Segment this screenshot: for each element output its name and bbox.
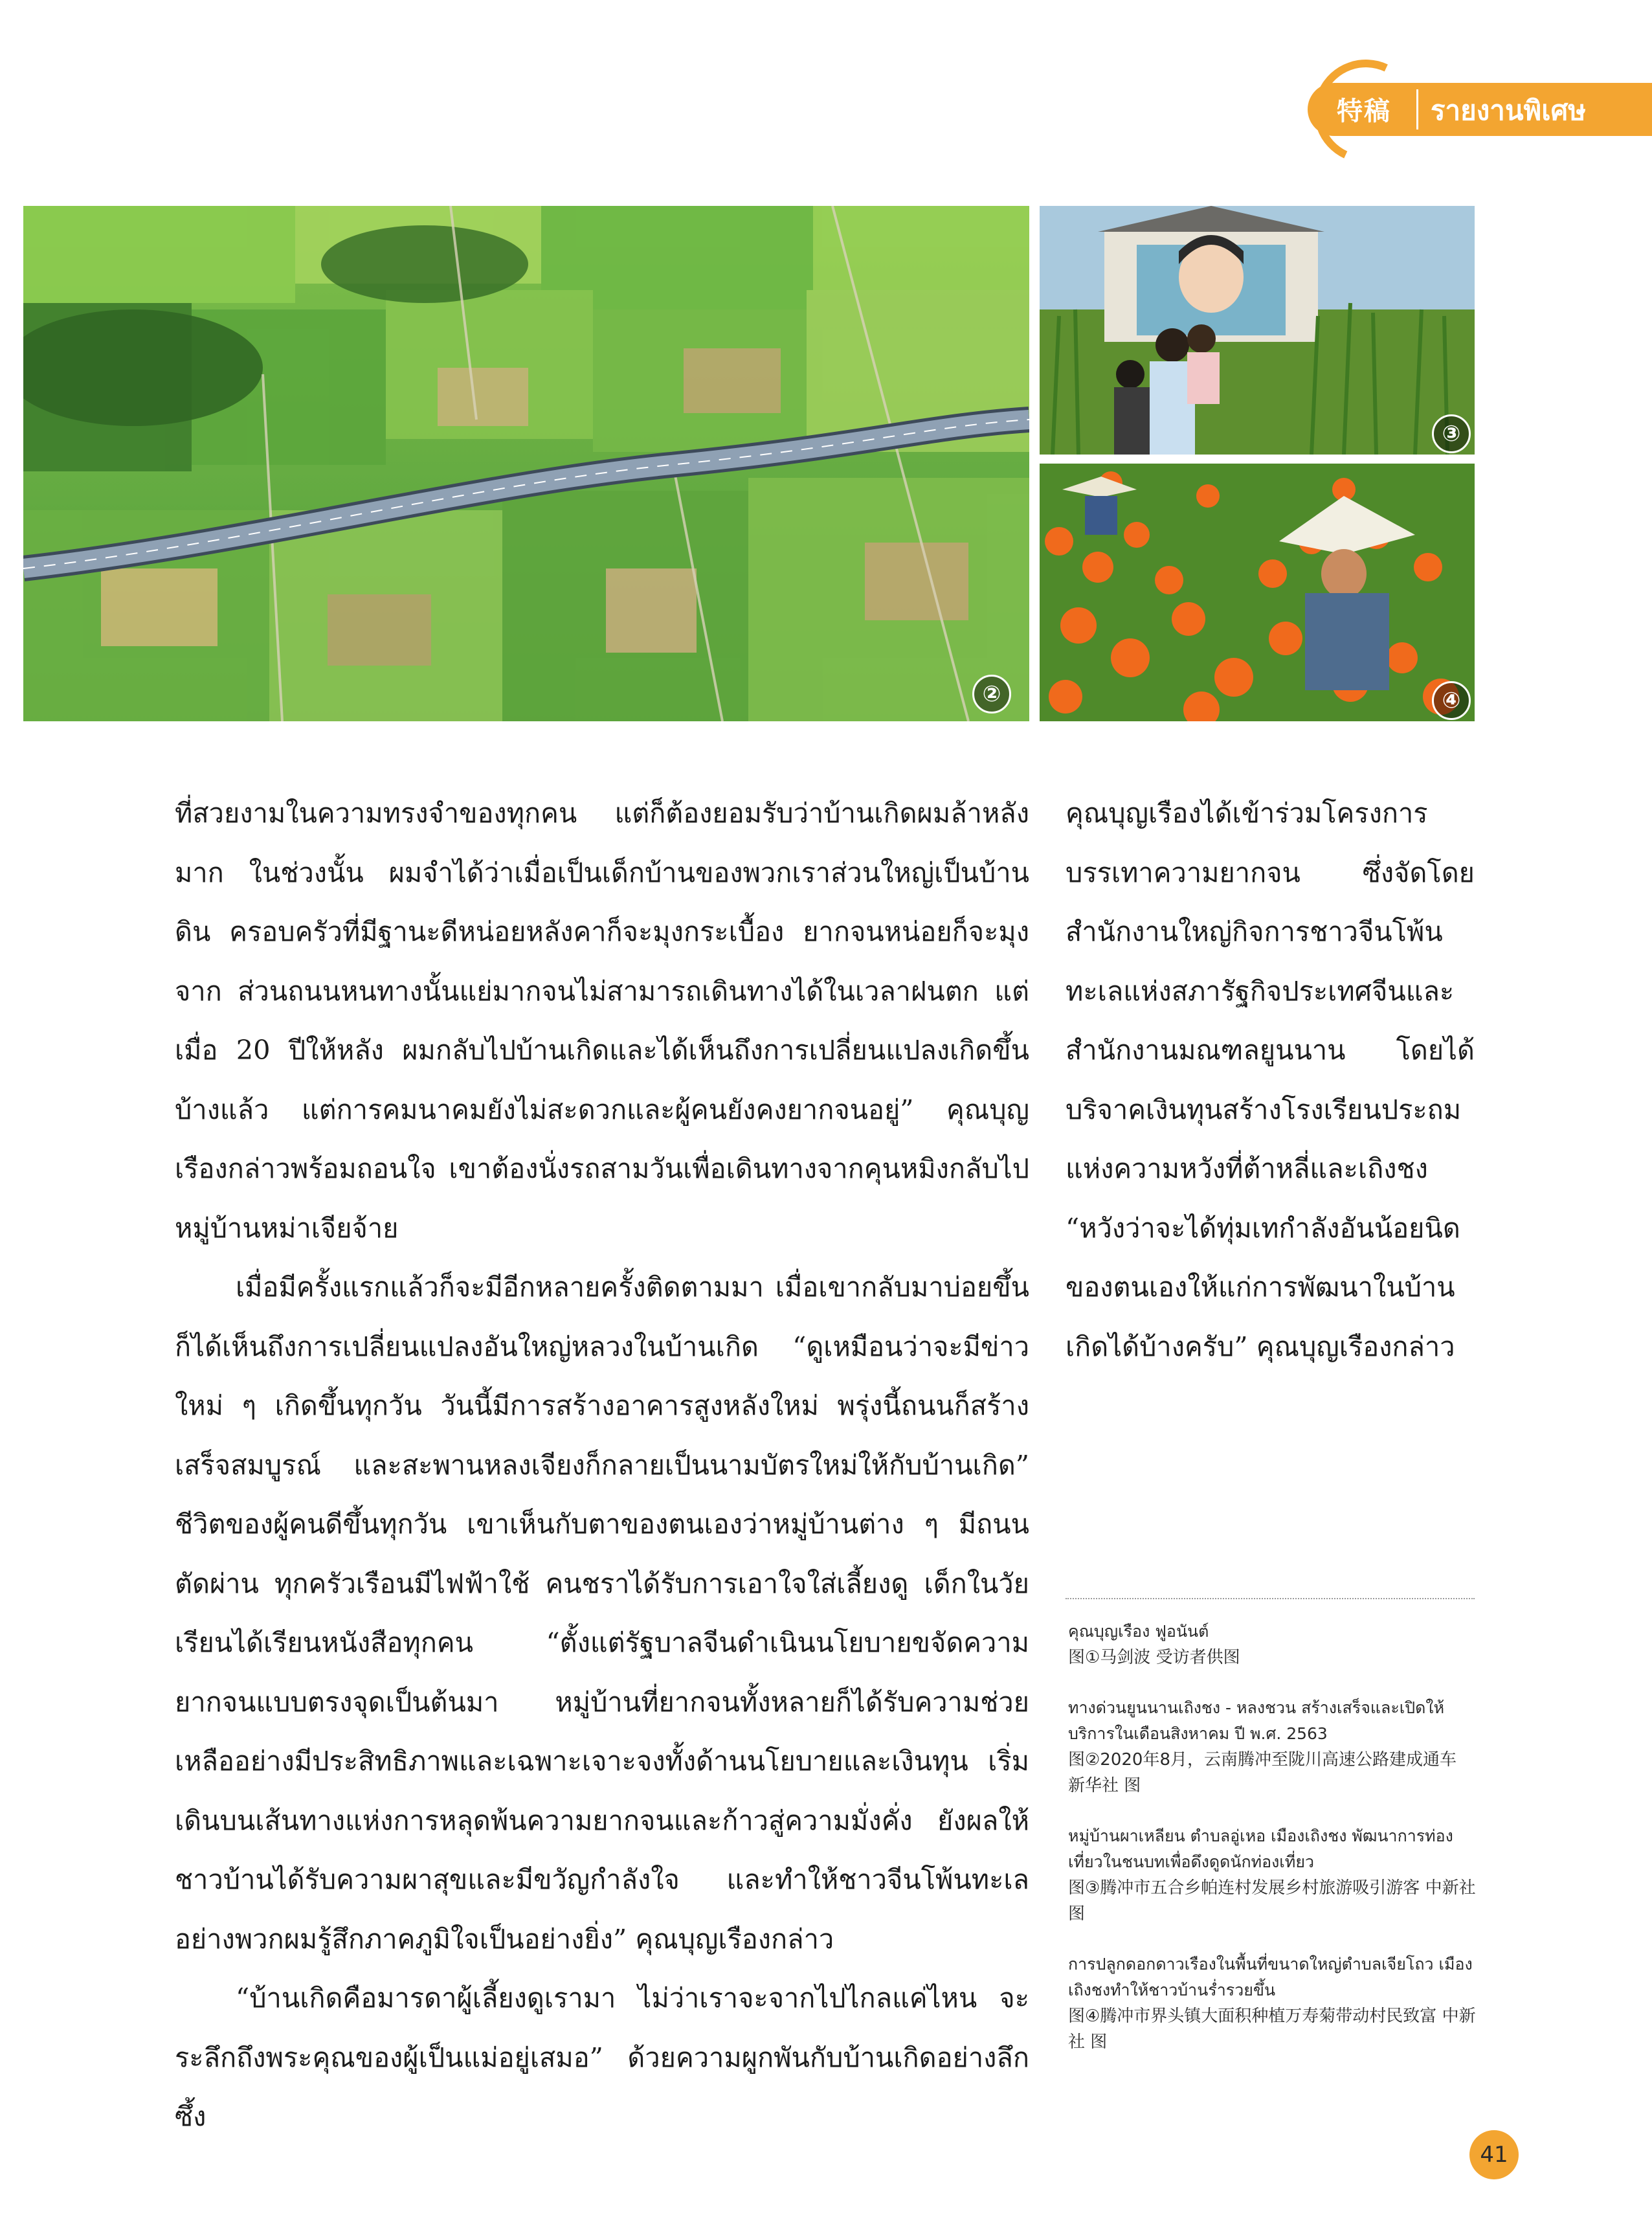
photo-number-4: ④ (1432, 681, 1471, 720)
side-paragraph: คุณบุญเรืองได้เข้าร่วมโครงการบรรเทาความยากจน ซึ่งจัดโดยสำนักงานใหญ่กิจการชาวจีนโพ้นทะเลแห่งสภารัฐกิจประเทศจีนและสำนักงานมณฑลยูนนาน โดยได้บริจาคเงินทุนสร้างโรงเรียนประถมแห่งความหวังที่ต้าหลี่และเถิงชง “หวังว่าจะได้ทุ่มเทกำลังอันน้อยนิดของตนเองให้แก่การพัฒนาในบ้านเกิดได้บ้างครับ” คุณบุญเรืองกล่าว (1066, 797, 1475, 1362)
mural-village-illustration (1040, 206, 1475, 455)
paragraph-1: ที่สวยงามในความทรงจำของทุกคน แต่ก็ต้องยอมรับว่าบ้านเกิดผมล้าหลังมาก ในช่วงนั้น ผมจำได้ว่าเมื่อเป็นเด็กบ้านของพวกเราส่วนใหญ่เป็นบ้านดิน ครอบครัวที่มีฐานะดีหน่อยหลังคาก็จะมุงกระเบื้อง ยากจนหน่อยก็จะมุงจาก ส่วนถนนหนทางนั้นแย่มากจนไม่สามารถเดินทางได้ในเวลาฝนตก แต่เมื่อ 20 ปีให้หลัง ผมกลับไปบ้านเกิดและได้เห็นถึงการเปลี่ยนแปลงเกิดขึ้นบ้างแล้ว แต่การคมนาคมยังไม่สะดวกและผู้คนยังคงยากจนอยู่” คุณบุญเรืองกล่าวพร้อมถอนใจ เขาต้องนั่งรถสามวันเพื่อเดินทางจากคุนหมิงกลับไปหมู่บ้านหม่าเจียจ้าย (175, 797, 1029, 1244)
caption-4-th: การปลูกดอกดาวเรืองในพื้นที่ขนาดใหญ่ตำบลเจียโถว เมืองเถิงชงทำให้ชาวบ้านร่ำรวยขึ้น (1068, 1955, 1473, 1999)
aerial-highway-illustration (23, 206, 1029, 721)
photo-number-3: ③ (1432, 414, 1471, 453)
page-number: 41 (1469, 2130, 1519, 2179)
caption-divider (1066, 1598, 1475, 1599)
caption-4-zh: 图④腾冲市界头镇大面积种植万寿菊带动村民致富 中新社 图 (1068, 2007, 1476, 2052)
caption-3-zh: 图③腾冲市五合乡帕连村发展乡村旅游吸引游客 中新社 图 (1068, 1878, 1476, 1924)
caption-1-th: คุณบุญเรือง ฟูอนันต์ (1068, 1622, 1209, 1641)
article-main-column (175, 783, 1029, 2146)
caption-4 (1068, 1951, 1476, 2055)
photo-aerial-highway (23, 206, 1029, 721)
photo-mural-village (1040, 206, 1475, 455)
marigold-farmers-illustration (1040, 464, 1475, 721)
caption-2-zh: 图②2020年8月，云南腾冲至陇川高速公路建成通车 新华社 图 (1068, 1750, 1457, 1795)
photo-captions (1068, 1619, 1476, 2080)
section-title-th: รายงานพิเศษ (1431, 95, 1586, 126)
article-side-column (1066, 783, 1475, 1376)
caption-3-th: หมู่บ้านผาเหลียน ตำบลอู่เหอ เมืองเถิงชง พัฒนาการท่องเที่ยวในชนบทเพื่อดึงดูดนักท่องเที่ยว (1068, 1827, 1453, 1871)
caption-2-th: ทางด่วนยูนนานเถิงชง - หลงชวน สร้างเสร็จและเปิดให้บริการในเดือนสิงหาคม ปี พ.ศ. 2563 (1068, 1698, 1445, 1743)
section-title-zh: 特稿 (1337, 96, 1391, 126)
caption-3 (1068, 1823, 1476, 1927)
caption-1 (1068, 1619, 1476, 1670)
photo-marigold-farmers (1040, 464, 1475, 721)
caption-2 (1068, 1695, 1476, 1799)
header-divider (1416, 89, 1418, 129)
caption-1-zh: 图①马剑波 受访者供图 (1068, 1648, 1240, 1667)
paragraph-3: “บ้านเกิดคือมารดาผู้เลี้ยงดูเรามา ไม่ว่าเราจะจากไปไกลแค่ไหน จะระลึกถึงพระคุณของผู้เป็นแม่อยู่เสมอ” ด้วยความผูกพันกับบ้านเกิดอย่างลึกซึ้ง (175, 1982, 1029, 2132)
paragraph-2: เมื่อมีครั้งแรกแล้วก็จะมีอีกหลายครั้งติดตามมา เมื่อเขากลับมาบ่อยขึ้นก็ได้เห็นถึงการเปลี่ยนแปลงอันใหญ่หลวงในบ้านเกิด “ดูเหมือนว่าจะมีข่าวใหม่ ๆ เกิดขึ้นทุกวัน วันนี้มีการสร้างอาคารสูงหลังใหม่ พรุ่งนี้ถนนก็สร้างเสร็จสมบูรณ์ และสะพานหลงเจียงก็กลายเป็นนามบัตรใหม่ให้กับบ้านเกิด” ชีวิตของผู้คนดีขึ้นทุกวัน เขาเห็นกับตาของตนเองว่าหมู่บ้านต่าง ๆ มีถนนตัดผ่าน ทุกครัวเรือนมีไฟฟ้าใช้ คนชราได้รับการเอาใจใส่เลี้ยงดู เด็กในวัยเรียนได้เรียนหนังสือทุกคน “ตั้งแต่รัฐบาลจีนดำเนินนโยบายขจัดความยากจนแบบตรงจุดเป็นต้นมา หมู่บ้านที่ยากจนทั้งหลายก็ได้รับความช่วยเหลืออย่างมีประสิทธิภาพและเฉพาะเจาะจงทั้งด้านนโยบายและเงินทุน เริ่มเดินบนเส้นทางแห่งการหลุดพ้นความยากจนและก้าวสู่ความมั่งคั่ง ยังผลให้ชาวบ้านได้รับความผาสุขและมีขวัญกำลังใจ และทำให้ชาวจีนโพ้นทะเลอย่างพวกผมรู้สึกภาคภูมิใจเป็นอย่างยิ่ง” คุณบุญเรืองกล่าว (175, 1271, 1029, 1955)
photo-number-2: ② (972, 675, 1011, 714)
